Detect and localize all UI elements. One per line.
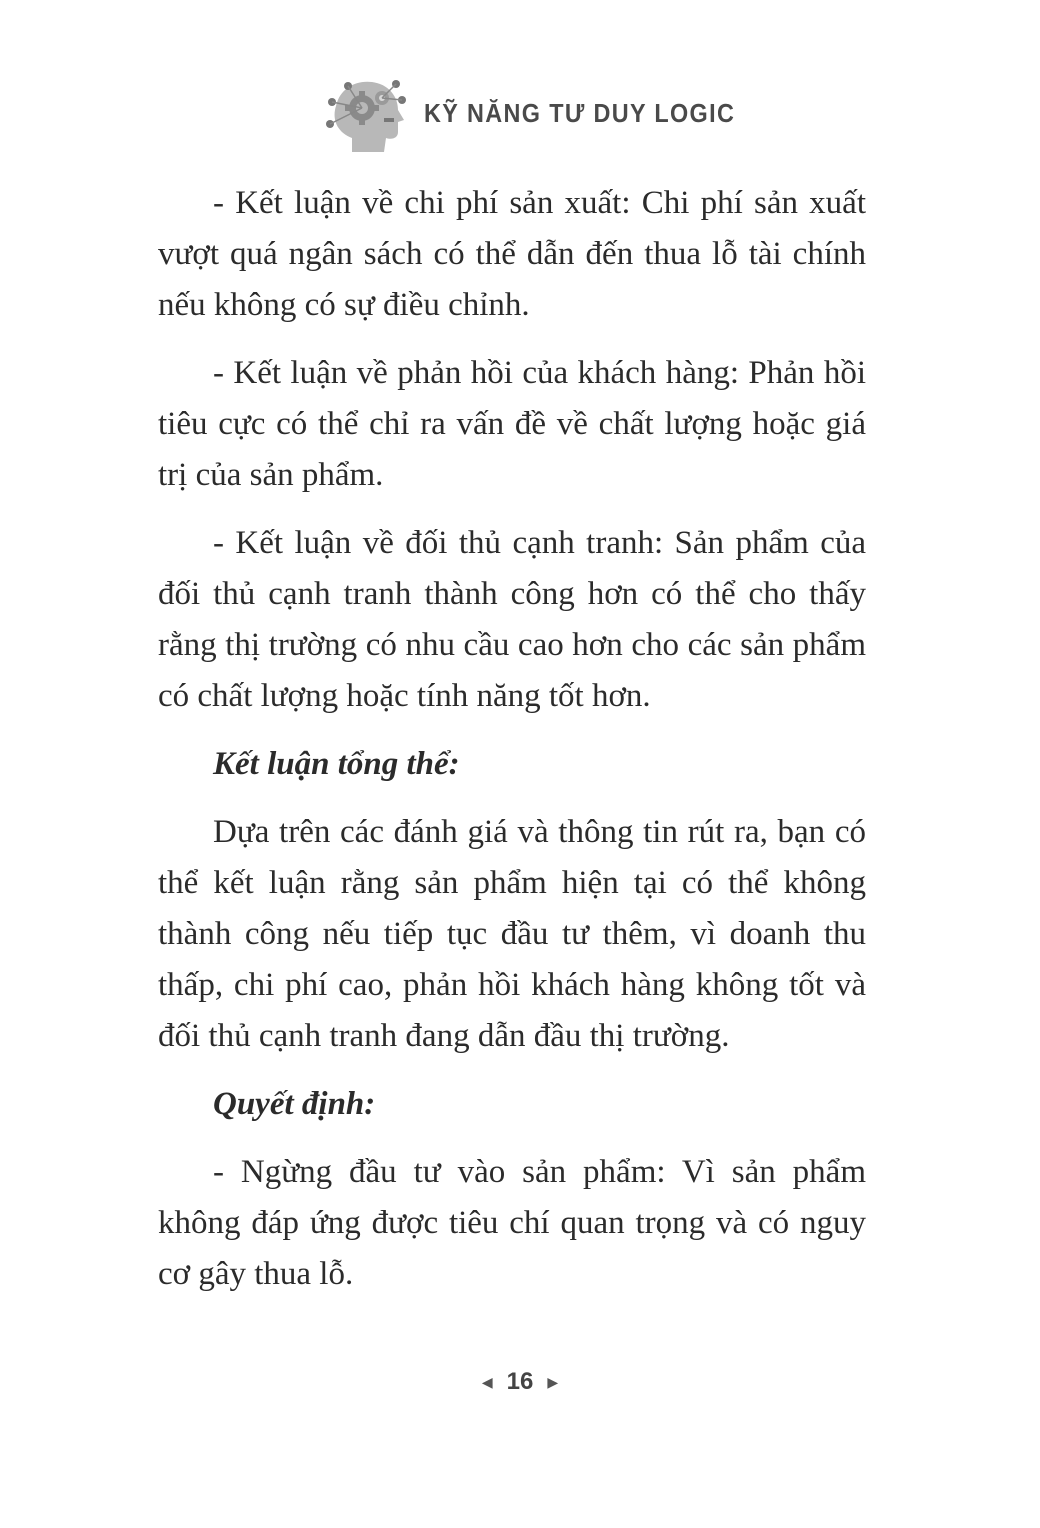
paragraph-customer-feedback: - Kết luận về phản hồi của khách hàng: Phản hồi tiêu cực có thể chỉ ra vấn đề về chất lượng hoặc giá trị của sản phẩm. bbox=[158, 355, 866, 493]
paragraph-competitors: - Kết luận về đối thủ cạnh tranh: Sản phẩm của đối thủ cạnh tranh thành công hơn có thể cho thấy rằng thị trường có nhu cầu cao hơn cho các sản phẩm có chất lượng hoặc tính năng tốt hơn. bbox=[158, 525, 866, 714]
paragraph-overall-conclusion: Dựa trên các đánh giá và thông tin rút ra, bạn có thể kết luận rằng sản phẩm hiện tại có thể không thành công nếu tiếp tục đầu tư thêm, vì doanh thu thấp, chi phí cao, phản hồi khách hàng không tốt và đối thủ cạnh tranh đang dẫn đầu thị trường. bbox=[158, 814, 866, 1054]
page-header bbox=[322, 72, 770, 154]
paragraph-production-cost: - Kết luận về chi phí sản xuất: Chi phí sản xuất vượt quá ngân sách có thể dẫn đến thua lỗ tài chính nếu không có sự điều chỉnh. bbox=[158, 185, 866, 323]
heading-decision: Quyết định: bbox=[213, 1086, 376, 1122]
page-number: 16 bbox=[506, 1368, 534, 1395]
triangle-left-icon: ◀ bbox=[481, 1373, 493, 1390]
paragraph-decision: - Ngừng đầu tư vào sản phẩm: Vì sản phẩm không đáp ứng được tiêu chí quan trọng và có nguy cơ gây thua lỗ. bbox=[158, 1154, 866, 1292]
heading-overall-conclusion: Kết luận tổng thể: bbox=[213, 746, 460, 782]
running-header-title: KỸ NĂNG TƯ DUY LOGIC bbox=[424, 97, 736, 128]
triangle-right-icon: ▶ bbox=[547, 1373, 559, 1390]
page-body bbox=[158, 178, 866, 1317]
page-footer bbox=[0, 1368, 1040, 1396]
head-gear-icon bbox=[322, 72, 412, 154]
